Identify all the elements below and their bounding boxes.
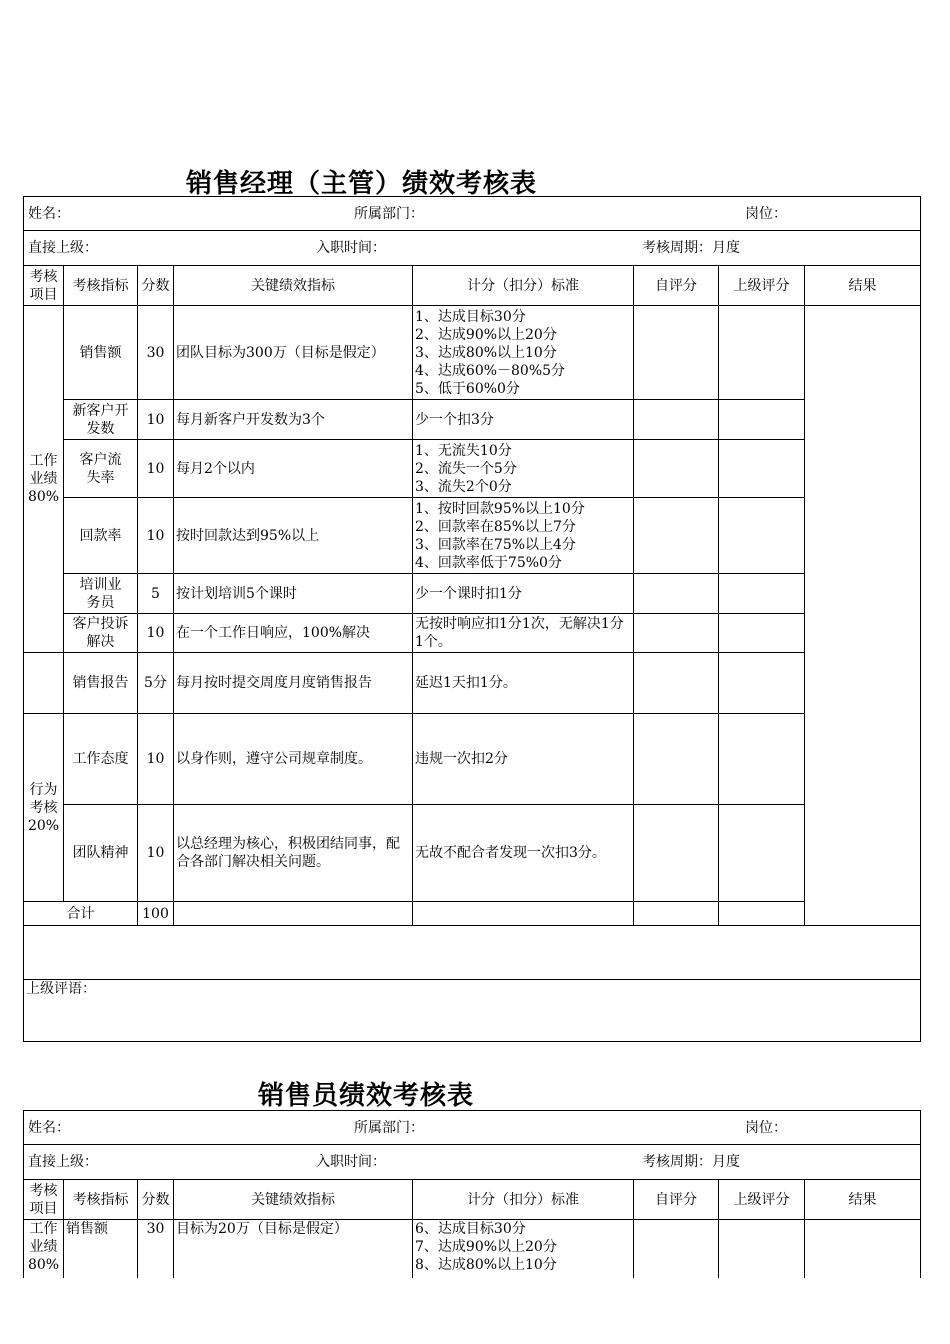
score-cell: 10 bbox=[138, 440, 174, 498]
blank-cell[interactable] bbox=[24, 926, 921, 980]
header-boss-score: 上级评分 bbox=[719, 266, 805, 306]
name-label: 姓名： bbox=[28, 1119, 70, 1136]
kpi-cell: 以身作则，遵守公司规章制度。 bbox=[174, 714, 413, 805]
standard-line: 4、回款率低于75%0分 bbox=[415, 554, 562, 571]
standard-cell: 无按时响应扣1分1次，无解决1分1个。 bbox=[413, 614, 634, 653]
indicator-cell: 团队精神 bbox=[64, 805, 138, 902]
header-result: 结果 bbox=[805, 266, 921, 306]
score-cell: 10 bbox=[138, 805, 174, 902]
header-score: 分数 bbox=[138, 1180, 174, 1220]
self-score-cell[interactable] bbox=[634, 400, 719, 440]
score-cell: 10 bbox=[138, 498, 174, 574]
total-label: 合计 bbox=[24, 902, 138, 926]
standard-cell bbox=[413, 574, 634, 614]
standard-cell bbox=[413, 498, 634, 574]
supervisor-label: 直接上级： bbox=[28, 1154, 98, 1170]
standard-line: 2、达成90%以上20分 bbox=[415, 326, 557, 343]
info-row-1 bbox=[24, 197, 921, 231]
self-score-cell[interactable] bbox=[634, 498, 719, 574]
kpi-cell: 在一个工作日响应，100%解决 bbox=[174, 614, 413, 653]
hire-date-label: 入职时间： bbox=[316, 240, 386, 256]
table-row bbox=[24, 400, 921, 440]
indicator-cell: 销售额 bbox=[64, 306, 138, 400]
self-score-cell[interactable] bbox=[634, 440, 719, 498]
kpi-cell: 以总经理为核心，积极团结同事，配合各部门解决相关问题。 bbox=[174, 805, 413, 902]
header-standard: 计分（扣分）标准 bbox=[413, 1180, 634, 1220]
header-self-score: 自评分 bbox=[634, 266, 719, 306]
boss-score-cell[interactable] bbox=[719, 653, 805, 714]
score-cell: 10 bbox=[138, 614, 174, 653]
standard-cell: 违规一次扣2分 bbox=[413, 714, 634, 805]
standard-line: 1、达成目标30分 bbox=[415, 308, 526, 325]
result-cell[interactable] bbox=[805, 306, 921, 926]
page-title: 销售经理（主管）绩效考核表 bbox=[186, 169, 538, 199]
kpi-cell: 目标为20万（目标是假定） bbox=[174, 1220, 413, 1300]
score-cell: 5分 bbox=[138, 653, 174, 714]
header-score: 分数 bbox=[138, 266, 174, 306]
standard-line: 1、按时回款95%以上10分 bbox=[415, 500, 585, 517]
header-row bbox=[24, 266, 921, 306]
header-row bbox=[24, 1180, 921, 1220]
standard-line: 少一个课时扣1分 bbox=[415, 585, 522, 602]
standard-cell: 延迟1天扣1分。 bbox=[413, 653, 634, 714]
table-row bbox=[24, 440, 921, 498]
table-row bbox=[24, 714, 921, 805]
kpi-cell: 按时回款达到95%以上 bbox=[174, 498, 413, 574]
header-result: 结果 bbox=[805, 1180, 921, 1220]
manager-assessment-table bbox=[23, 196, 921, 1042]
department-label: 所属部门： bbox=[354, 1119, 424, 1136]
kpi-cell: 按计划培训5个课时 bbox=[174, 574, 413, 614]
boss-score-cell[interactable] bbox=[719, 498, 805, 574]
group-empty-cell bbox=[24, 653, 64, 714]
score-cell: 10 bbox=[138, 400, 174, 440]
self-score-cell[interactable] bbox=[634, 614, 719, 653]
kpi-cell: 团队目标为300万（目标是假定） bbox=[174, 306, 413, 400]
name-label: 姓名： bbox=[28, 205, 70, 222]
header-self-score: 自评分 bbox=[634, 1180, 719, 1220]
total-self-score-cell[interactable] bbox=[634, 902, 719, 926]
score-cell: 10 bbox=[138, 714, 174, 805]
indicator-cell: 培训业务员 bbox=[64, 574, 138, 614]
kpi-cell: 每月新客户开发数为3个 bbox=[174, 400, 413, 440]
page-cutoff bbox=[0, 1278, 950, 1344]
total-row bbox=[24, 902, 921, 926]
boss-score-cell[interactable] bbox=[719, 714, 805, 805]
info-row-1 bbox=[24, 1111, 921, 1145]
standard-line: 5、低于60%0分 bbox=[415, 380, 520, 397]
indicator-cell: 客户流失率 bbox=[64, 440, 138, 498]
self-score-cell[interactable] bbox=[634, 574, 719, 614]
standard-line: 1、无流失10分 bbox=[415, 442, 512, 459]
header-indicator: 考核指标 bbox=[64, 266, 138, 306]
table-row bbox=[24, 805, 921, 902]
total-standard-cell bbox=[413, 902, 634, 926]
self-score-cell[interactable] bbox=[634, 714, 719, 805]
standard-line: 3、达成80%以上10分 bbox=[415, 344, 557, 361]
boss-score-cell[interactable] bbox=[719, 805, 805, 902]
table-row bbox=[24, 498, 921, 574]
info-row-2 bbox=[24, 1145, 921, 1180]
self-score-cell[interactable] bbox=[634, 306, 719, 400]
standard-line: 2、流失一个5分 bbox=[415, 460, 517, 477]
blank-row bbox=[24, 926, 921, 980]
post-label: 岗位： bbox=[745, 1119, 787, 1136]
comment-row bbox=[24, 980, 921, 1042]
standard-line: 4、达成60%－80%5分 bbox=[415, 362, 566, 379]
standard-cell bbox=[413, 306, 634, 400]
department-label: 所属部门： bbox=[354, 205, 424, 222]
standard-line: 8、达成80%以上10分 bbox=[415, 1257, 557, 1273]
boss-score-cell[interactable] bbox=[719, 614, 805, 653]
standard-cell bbox=[413, 440, 634, 498]
self-score-cell[interactable] bbox=[634, 805, 719, 902]
score-cell: 30 bbox=[138, 306, 174, 400]
period-label: 考核周期：月度 bbox=[642, 240, 740, 256]
boss-score-cell[interactable] bbox=[719, 440, 805, 498]
indicator-cell: 回款率 bbox=[64, 498, 138, 574]
info-row-2 bbox=[24, 231, 921, 266]
total-kpi-cell bbox=[174, 902, 413, 926]
header-item: 考核项目 bbox=[24, 266, 64, 306]
table-row bbox=[24, 614, 921, 653]
standard-line: 7、达成90%以上20分 bbox=[415, 1239, 557, 1255]
supervisor-comment-cell[interactable] bbox=[24, 980, 921, 1042]
hire-date-label: 入职时间： bbox=[316, 1154, 386, 1170]
indicator-cell: 销售报告 bbox=[64, 653, 138, 714]
header-kpi: 关键绩效指标 bbox=[174, 1180, 413, 1220]
group-work-performance: 工作业绩80% bbox=[24, 306, 64, 653]
total-value: 100 bbox=[138, 902, 174, 926]
header-kpi: 关键绩效指标 bbox=[174, 266, 413, 306]
standard-line: 6、达成目标30分 bbox=[415, 1221, 526, 1237]
supervisor-comment-label: 上级评语： bbox=[26, 981, 96, 997]
header-item: 考核项目 bbox=[24, 1180, 64, 1220]
boss-score-cell[interactable] bbox=[719, 306, 805, 400]
standard-cell: 无故不配合者发现一次扣3分。 bbox=[413, 805, 634, 902]
table-row bbox=[24, 574, 921, 614]
self-score-cell[interactable] bbox=[634, 653, 719, 714]
total-boss-score-cell[interactable] bbox=[719, 902, 805, 926]
indicator-cell: 工作态度 bbox=[64, 714, 138, 805]
score-cell: 5 bbox=[138, 574, 174, 614]
group-behavior-assessment: 行为考核20% bbox=[24, 714, 64, 902]
score-cell: 30 bbox=[138, 1220, 174, 1300]
boss-score-cell[interactable] bbox=[719, 574, 805, 614]
table-row bbox=[24, 653, 921, 714]
kpi-cell: 每月按时提交周度月度销售报告 bbox=[174, 653, 413, 714]
standard-line: 少一个扣3分 bbox=[415, 411, 494, 428]
period-label: 考核周期：月度 bbox=[642, 1154, 740, 1170]
header-standard: 计分（扣分）标准 bbox=[413, 266, 634, 306]
kpi-cell: 每月2个以内 bbox=[174, 440, 413, 498]
header-indicator: 考核指标 bbox=[64, 1180, 138, 1220]
header-boss-score: 上级评分 bbox=[719, 1180, 805, 1220]
indicator-cell: 新客户开发数 bbox=[64, 400, 138, 440]
table-row bbox=[24, 306, 921, 400]
supervisor-label: 直接上级： bbox=[28, 240, 98, 256]
standard-line: 2、回款率在85%以上7分 bbox=[415, 518, 576, 535]
boss-score-cell[interactable] bbox=[719, 400, 805, 440]
standard-line: 3、流失2个0分 bbox=[415, 478, 512, 495]
salesperson-assessment-table bbox=[23, 1110, 921, 1300]
standard-cell bbox=[413, 400, 634, 440]
standard-line: 3、回款率在75%以上4分 bbox=[415, 536, 576, 553]
indicator-cell: 客户投诉解决 bbox=[64, 614, 138, 653]
indicator-cell: 销售额 bbox=[64, 1220, 138, 1300]
group-work-performance: 工作业绩80% bbox=[24, 1220, 64, 1300]
post-label: 岗位： bbox=[745, 205, 787, 222]
section-title: 销售员绩效考核表 bbox=[258, 1081, 475, 1111]
